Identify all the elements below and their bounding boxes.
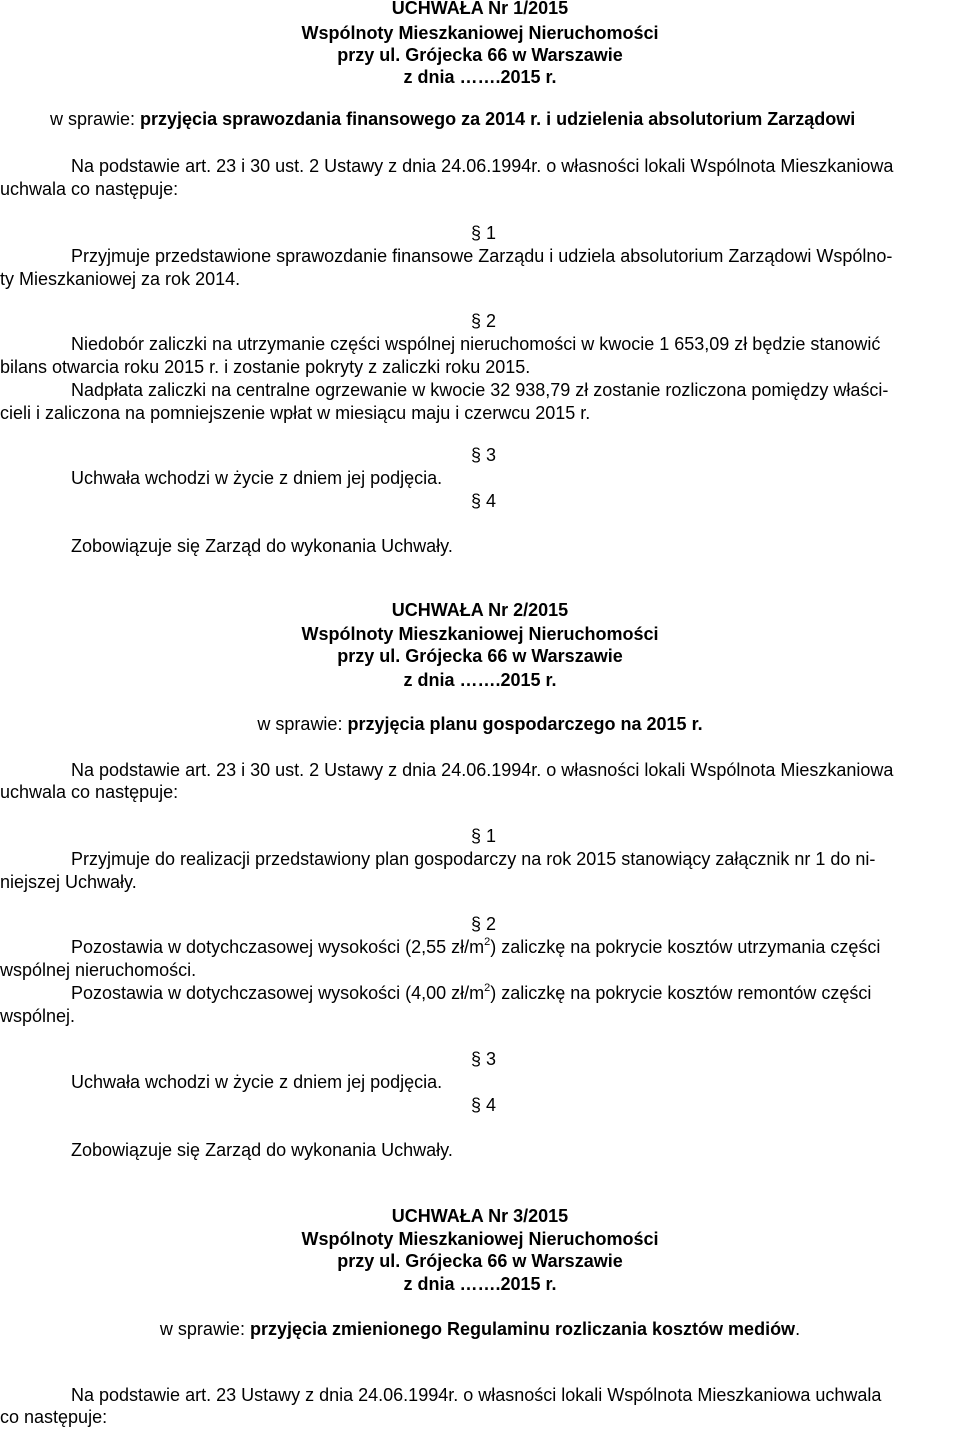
subject-text: przyjęcia zmienionego Regulaminu rozliczania kosztów mediów <box>249 1319 796 1339</box>
resolution-org: Wspólnoty Mieszkaniowej Nieruchomości <box>301 23 659 43</box>
paragraph-line: Zobowiązuje się Zarząd do wykonania Uchwały. <box>71 536 453 556</box>
legal-basis-line: Na podstawie art. 23 i 30 ust. 2 Ustawy z dnia 24.06.1994r. o własności lokali Wspólnota Mieszkaniowa <box>71 156 894 176</box>
resolution-subject <box>50 108 855 130</box>
resolution-title: UCHWAŁA Nr 3/2015 <box>391 1206 569 1226</box>
legal-basis-line: Na podstawie art. 23 Ustawy z dnia 24.06.1994r. o własności lokali Wspólnota Mieszkaniowa uchwala <box>71 1385 882 1405</box>
paragraph-line: cieli i zaliczona na pomniejszenie wpłat w miesiącu maju i czerwcu 2015 r. <box>0 403 591 423</box>
resolution-date: z dnia …….2015 r. <box>403 67 557 87</box>
resolution-subject <box>0 713 960 735</box>
paragraph-line: Przyjmuje przedstawione sprawozdanie finansowe Zarządu i udziela absolutorium Zarządowi Wspólno- <box>71 246 893 266</box>
section-mark: § 4 <box>471 491 497 511</box>
section-mark: § 2 <box>471 311 497 331</box>
paragraph-line: Pozostawia w dotychczasowej wysokości (4,00 $zł/m^2$) zaliczkę na pokrycie kosztów remontów części <box>71 982 872 1003</box>
paragraph-line: ty Mieszkaniowej za rok 2014. <box>0 269 241 289</box>
resolution-address: przy ul. Grójecka 66 w Warszawie <box>337 646 623 666</box>
resolution-subject: w sprawie: przyjęcia zmienionego Regulaminu rozliczania kosztów mediów. <box>159 1319 801 1339</box>
section-mark: § 3 <box>471 1049 497 1069</box>
subject-prefix: w sprawie: <box>50 109 141 129</box>
paragraph-line: Pozostawia w dotychczasowej wysokości (2,55 $zł/m^2$) zaliczkę na pokrycie kosztów utrzymania części <box>71 936 881 957</box>
subject-prefix: w sprawie: <box>257 714 348 734</box>
section-mark: § 2 <box>471 914 497 934</box>
subject-text: przyjęcia planu gospodarczego na 2015 r. <box>347 714 703 734</box>
paragraph-line: bilans otwarcia roku 2015 r. i zostanie pokryty z zaliczki roku 2015. <box>0 357 531 377</box>
paragraph-line: wspólnej nieruchomości. <box>0 960 197 980</box>
paragraph-line: Uchwała wchodzi w życie z dniem jej podjęcia. <box>71 1072 443 1092</box>
section-mark: § 1 <box>471 223 497 243</box>
paragraph-line: Zobowiązuje się Zarząd do wykonania Uchwały. <box>71 1140 453 1160</box>
paragraph-line: wspólnej. <box>0 1006 76 1026</box>
legal-basis-line: uchwala co następuje: <box>0 179 179 199</box>
subject-prefix: w sprawie: <box>159 1319 250 1339</box>
resolution-address: przy ul. Grójecka 66 w Warszawie <box>337 45 623 65</box>
paragraph-line: Niedobór zaliczki na utrzymanie części wspólnej nieruchomości w kwocie 1 653,09 zł będzie stanowić <box>71 334 881 354</box>
paragraph-line: niejszej Uchwały. <box>0 872 137 892</box>
resolution-org: Wspólnoty Mieszkaniowej Nieruchomości <box>301 624 659 644</box>
resolution-address: przy ul. Grójecka 66 w Warszawie <box>337 1251 623 1271</box>
section-mark: § 4 <box>471 1095 497 1115</box>
resolution-date: z dnia …….2015 r. <box>403 1274 557 1294</box>
legal-basis-line: Na podstawie art. 23 i 30 ust. 2 Ustawy z dnia 24.06.1994r. o własności lokali Wspólnota Mieszkaniowa <box>71 760 894 780</box>
legal-basis-line: co następuje: <box>0 1407 108 1427</box>
subject-text: przyjęcia sprawozdania finansowego za 2014 r. i udzielenia absolutorium Zarządowi <box>140 109 856 129</box>
resolution-date: z dnia …….2015 r. <box>403 670 557 690</box>
section-mark: § 3 <box>471 445 497 465</box>
resolution-title: UCHWAŁA Nr 2/2015 <box>391 600 569 620</box>
resolution-org: Wspólnoty Mieszkaniowej Nieruchomości <box>301 1229 659 1249</box>
legal-basis-line: uchwala co następuje: <box>0 782 179 802</box>
paragraph-line: Przyjmuje do realizacji przedstawiony plan gospodarczy na rok 2015 stanowiący załącznik nr 1 do ni- <box>71 849 876 869</box>
section-mark: § 1 <box>471 826 497 846</box>
resolution-title: UCHWAŁA Nr 1/2015 <box>391 0 569 18</box>
paragraph-line: Nadpłata zaliczki na centralne ogrzewanie w kwocie 32 938,79 zł zostanie rozliczona pomiędzy właści- <box>71 380 889 400</box>
paragraph-line: Uchwała wchodzi w życie z dniem jej podjęcia. <box>71 468 443 488</box>
